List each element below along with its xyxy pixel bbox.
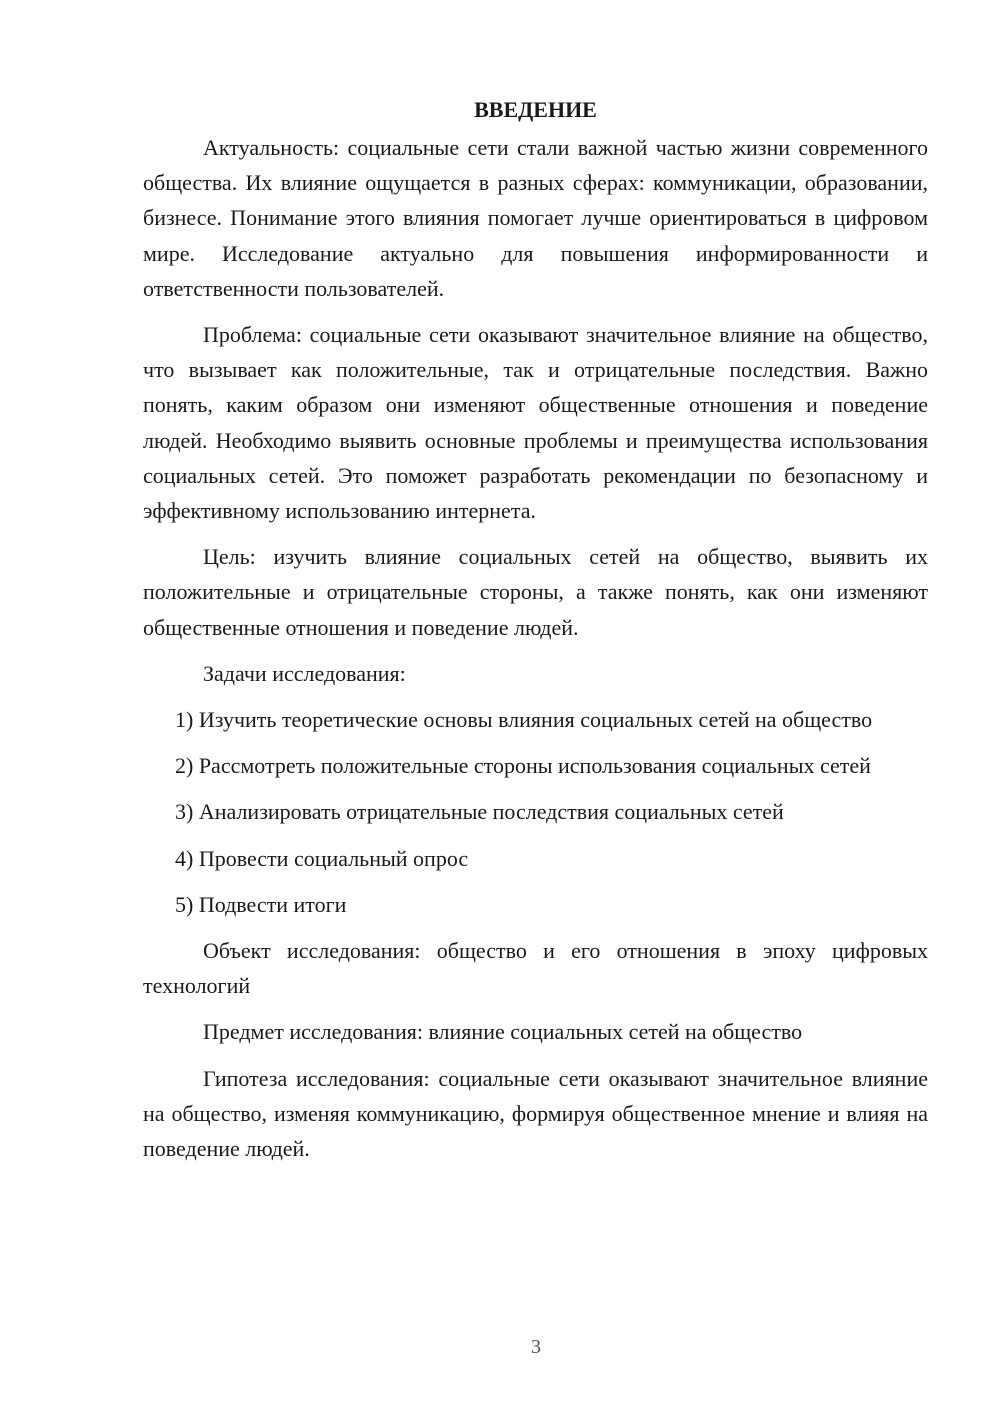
text-body — [143, 92, 928, 1177]
page-heading: ВВЕДЕНИЕ — [474, 97, 597, 122]
paragraph-object: Объект исследования: общество и его отношения в эпоху цифровых технологий — [143, 938, 928, 999]
paragraph-problem: Проблема: социальные сети оказывают значительное влияние на общество, что вызывает как положительные, так и отрицательные последствия. Важно понять, каким образом они изменяют общественные отношения и поведение людей. Необходимо выявить основные проблемы и преимущества использования социальных сетей. Это поможет разработать рекомендации по безопасному и эффективному использованию интернета. — [143, 322, 928, 524]
task-item: 3) Анализировать отрицательные последствия социальных сетей — [175, 799, 784, 825]
task-item: 2) Рассмотреть положительные стороны использования социальных сетей — [175, 753, 871, 779]
task-item: 5) Подвести итоги — [175, 891, 347, 917]
task-item: 1) Изучить теоретические основы влияния социальных сетей на общество — [175, 707, 873, 733]
paragraph-subject: Предмет исследования: влияние социальных сетей на общество — [203, 1019, 803, 1045]
task-item: 4) Провести социальный опрос — [175, 845, 469, 871]
paragraph-goal: Цель: изучить влияние социальных сетей на общество, выявить их положительные и отрицательные стороны, а также понять, как они изменяют общественные отношения и поведение людей. — [143, 544, 928, 640]
page-number: 3 — [531, 1336, 541, 1358]
tasks-title: Задачи исследования: — [203, 660, 406, 686]
paragraph-relevance: Актуальность: социальные сети стали важной частью жизни современного общества. Их влияние ощущается в разных сферах: коммуникации, образовании, бизнесе. Понимание этого влияния помогает лучше ориентироваться в цифровом мире. Исследование актуально для повышения информированности и ответственности пользователей. — [143, 135, 928, 301]
paragraph-hypothesis: Гипотеза исследования: социальные сети оказывают значительное влияние на общество, изменяя коммуникацию, формируя общественное мнение и влияя на поведение людей. — [143, 1065, 928, 1162]
